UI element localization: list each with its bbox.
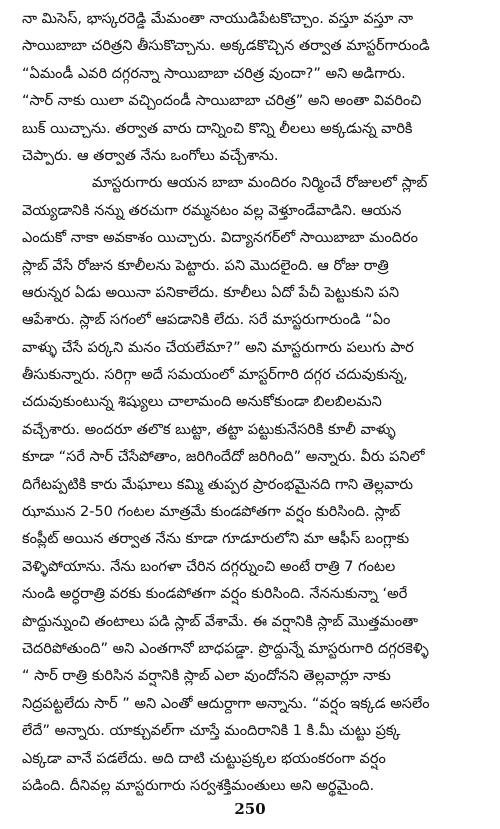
page-number: 250 bbox=[234, 800, 266, 818]
text-line: ఎందుకో నాకా అవకాశం యిచ్చారు. విద్యానగర్‌లో సాయిబాబా మందిరం bbox=[22, 230, 418, 247]
text-line: పొద్దున్నుంచి తంటాలు పడి స్లాబ్ వేశామే. ఈ వర్షానికి స్లాబ్ మొత్తమంతా bbox=[22, 613, 419, 630]
text-line: ఝామున 2-50 గంటల మాత్రమే కుండపోతగా వర్షం కురిసింది. స్లాబ్ bbox=[22, 504, 401, 521]
text-line: దిగేటప్పటికి కారు మేఘాలు కమ్మి తుప్పర ప్రారంభమైనది గాని తెల్లవారు bbox=[22, 476, 414, 493]
text-line: బుక్ యిచ్చాను. తర్వాత వారు దాన్నించి కొన్ని లీలలు అక్కడున్న వారికి bbox=[22, 120, 413, 137]
text-line: నిద్రపట్టలేదు సార్ ” అని ఎంతో ఆదుర్దాగా అన్నాను. “వర్షం ఇక్కడ అసలేం bbox=[22, 695, 430, 712]
text-line: కూడా “సరే సార్ చేసేపోతాం, జరిగిందేదో జరిగింది” అన్నారు. వీరు పనిలో bbox=[22, 449, 425, 466]
text-line: నా మిసెస్, భాస్కరరెడ్డి మేమంతా నాయుడిపేటకొచ్చాం. వస్తూ వస్తూ నా bbox=[22, 11, 414, 27]
text-line: ఎక్కడా వానే పడలేదు. అది దాటి చుట్టుప్రక్కల భయంకరంగా వర్షం bbox=[22, 750, 386, 767]
text-line: స్లాబ్ వేసే రోజున కూలీలను పెట్టారు. పని మొదలైంది. ఆ రోజు రాత్రి bbox=[22, 257, 389, 274]
text-line: కంప్లీట్ అయిన తర్వాత నేను కూడా గూడూరులోని మా ఆఫీస్ బంగ్లాకు bbox=[22, 531, 410, 548]
text-line: “ఏమండీ ఎవరి దగ్గరన్నా సాయిబాబా చరిత్ర వుందా?” అని అడిగారు. bbox=[22, 65, 406, 82]
text-line: ఆపేశారు. స్లాబ్ సగంలో ఆపడానికి లేదు. సరే మాస్టరుగారుండి “ఏం bbox=[22, 312, 391, 329]
text-line: నుండి అర్ధరాత్రి వరకు కుండపోతగా వర్షం కురిసింది. నేననుకున్నా ‘అరే bbox=[22, 586, 408, 603]
text-line: వెళ్ళిపోయాను. నేను బంగళా చేరిన దగ్గర్నుంచి అంటే రాత్రి 7 గంటల bbox=[22, 558, 396, 575]
body-text bbox=[22, 6, 484, 800]
text-line: పడింది. దీనివల్ల మాస్టరుగారు సర్వశక్తిమంతులు అని అర్థమైంది. bbox=[22, 777, 375, 794]
text-line: వెయ్యడానికి నన్ను తరచుగా రమ్మనటం వల్ల వెళ్తూండేవాడిని. ఆయన bbox=[22, 202, 402, 219]
paragraph-start-line: మాస్టరుగారు ఆయన బాబా మందిరం నిర్మించే రోజులలో స్లాబ్ bbox=[92, 175, 428, 192]
text-line: చదువుకుంటున్న శిష్యులు చాలామంది అనుకోకుండా బిలబిలమని bbox=[22, 394, 382, 411]
text-line: తీసుకున్నారు. సరిగ్గా అదే సమయంలో మాస్టర్‌గారి దగ్గర చదువుకున్న, bbox=[22, 367, 408, 384]
text-line: వాళ్ళు చేసే పర్కని మనం చేయలేమా?” అని మాస్టరుగారు పలుగు పార bbox=[22, 339, 414, 356]
text-line: చెప్పారు. ఆ తర్వాత నేను ఒంగోలు వచ్చేశాను. bbox=[22, 147, 279, 164]
text-line: లేదే” అన్నారు. యాక్చువల్‌గా చూస్తే మందిరానికి 1 కి.మీ చుట్టు ప్రక్క bbox=[22, 723, 401, 740]
text-line: వచ్చేశారు. అందరూ తలొక బుట్టా, తట్టా పట్టుకునేసరికి కూలీ వాళ్ళు bbox=[22, 421, 396, 438]
text-line: చెదరిపోతుంది” అని ఎంతగానో బాధపడ్డా. ప్రొద్దున్నే మాస్టరుగారి దగ్గరకెళ్ళి bbox=[22, 640, 429, 657]
text-line: “సార్ నాకు యిలా వచ్చిందండీ సాయిబాబా చరిత్ర” అని అంతా వివరించి bbox=[22, 93, 422, 110]
text-line: సాయిబాబా చరిత్రని తీసుకొచ్చాను. అక్కడకొచ్చిన తర్వాత మాస్టర్‌గారుండి bbox=[22, 38, 430, 55]
text-line: “ సార్ రాత్రి కురిసిన వర్షానికి స్లాబ్ ఎలా వుందోనని తెల్లవార్లూ నాకు bbox=[22, 668, 391, 685]
text-line: ఆరున్నర ఏడు అయినా పనికాలేదు. కూలీలు ఏదో పేచీ పెట్టుకుని పని bbox=[22, 284, 400, 301]
